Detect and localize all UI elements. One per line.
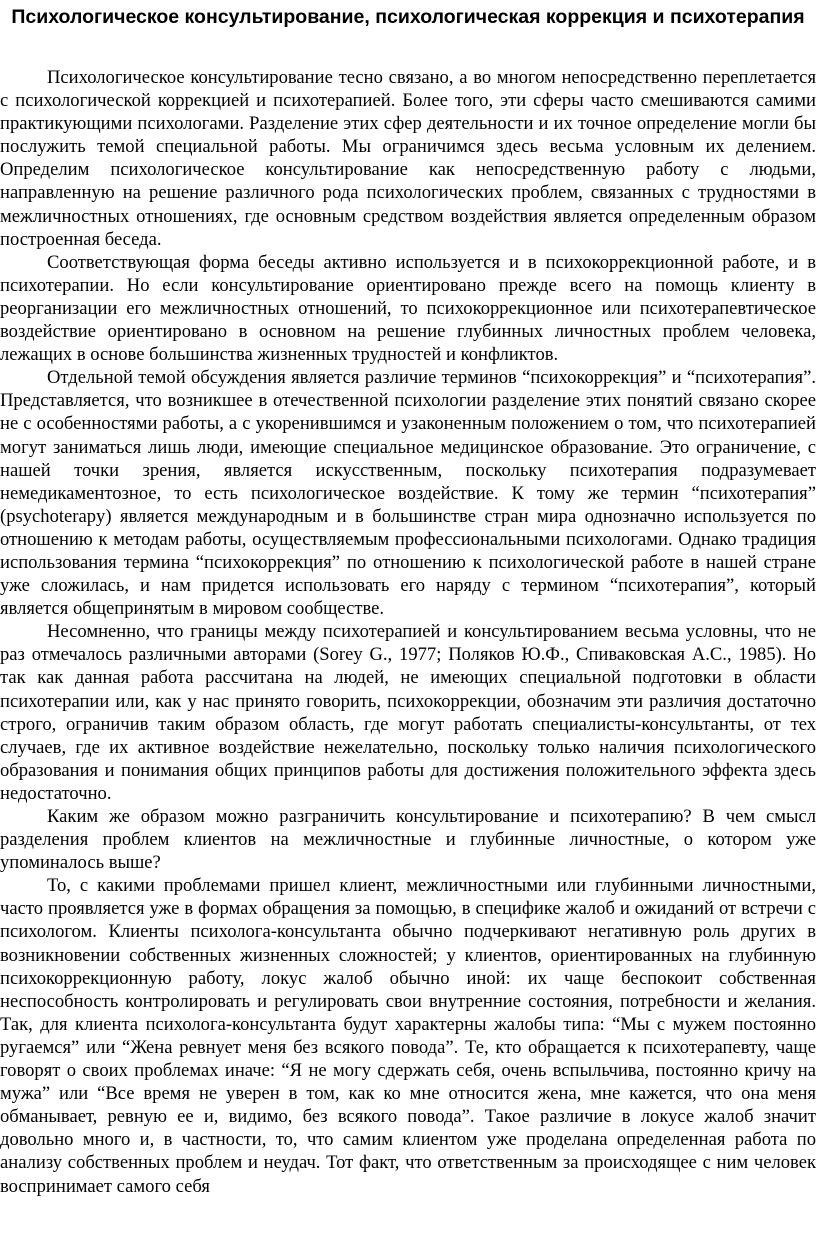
paragraph-1: Психологическое консультирование тесно связано, а во многом непосредственно переплетается с психологической коррекцией и психотерапией. Более того, эти сферы часто смешиваются самими практикующими психологами. Разделение этих сфер деятельности и их точное определение могли бы послужить темой специальной работы. Мы ограничимся здесь весьма условным их делением. Определим психологическое консультирование как непосредственную работу с людьми, направленную на решение различного рода психологических проблем, связанных с трудностями в межличностных отношениях, где основным средством воздействия является определенным образом построенная беседа. xyxy=(0,67,816,250)
paragraph-4: Несомненно, что границы между психотерапией и консультированием весьма условны, что не раз отмечалось различными авторами (Sorey G., 1977; Поляков Ю.Ф., Спиваковская А.С., 1985). Но так как данная работа рассчитана на людей, не имеющих специальной подготовки в области психотерапии или, как у нас принято говорить, психокоррекции, обозначим эти различия достаточно строго, ограничив таким образом область, где могут работать специалисты-консультанты, от тех случаев, где их активное воздействие нежелательно, поскольку только наличия психологического образования и понимания общих принципов работы для достижения положительного эффекта здесь недостаточно. xyxy=(0,621,816,804)
paragraph-3: Отдельной темой обсуждения является различие терминов “психокоррекция” и “психотерапия”. Представляется, что возникшее в отечественной психологии разделение этих понятий связано скорее не с особенностями работы, а с укоренившимся и узаконенным положением о том, что психотерапией могут заниматься лишь люди, имеющие специальное медицинское образование. Это ограничение, с нашей точки зрения, является искусственным, поскольку психотерапия подразумевает немедикаментозное, то есть психологическое воздействие. К тому же термин “психотерапия” (psychoterapy) является международным и в большинстве стран мира однозначно используется по отношению к методам работы, осуществляемым профессиональными психологами. Однако традиция использования термина “психокоррекция” по отношению к психологической работе в нашей стране уже сложилась, и нам придется использовать его наряду с термином “психотерапия”, который является общепринятым в мировом сообществе. xyxy=(0,367,816,620)
paragraph-5: Каким же образом можно разграничить консультирование и психотерапию? В чем смысл разделения проблем клиентов на межличностные и глубинные личностные, о котором уже упоминалось выше? xyxy=(0,806,816,874)
document-body xyxy=(0,66,816,1198)
paragraph-6: То, с какими проблемами пришел клиент, межличностными или глубинными личностными, часто проявляется уже в формах обращения за помощью, в специфике жалоб и ожиданий от встречи с психологом. Клиенты психолога-консультанта обычно подчеркивают негативную роль других в возникновении собственных жизненных сложностей; у клиентов, ориентированных на глубинную психокоррекционную работу, локус жалоб обычно иной: их чаще беспокоит собственная неспособность контролировать и регулировать свои внутренние состояния, потребности и желания. Так, для клиента психолога-консультанта будут характерны жалобы типа: “Мы с мужем постоянно ругаемся” или “Жена ревнует меня без всякого повода”. Те, кто обращается к психотерапевту, чаще говорят о своих проблемах иначе: “Я не могу сдержать себя, очень вспыльчива, постоянно кричу на мужа” или “Все время не уверен в том, как ко мне относится жена, мне кажется, что она меня обманывает, ревную ее и, видимо, без всякого повода”. Такое различие в локусе жалоб значит довольно много и, в частности, то, что самим клиентом уже проделана определенная работа по анализу собственных проблем и неудач. Тот факт, что ответственным за происходящее с ним человек воспринимает самого себя xyxy=(0,875,816,1197)
paragraph-2: Соответствующая форма беседы активно используется и в психокоррекционной работе, и в психотерапии. Но если консультирование ориентировано прежде всего на помощь клиенту в реорганизации его межличностных отношений, то психокоррекционное или психотерапевтическое воздействие ориентировано в основном на решение глубинных личностных проблем человека, лежащих в основе большинства жизненных трудностей и конфликтов. xyxy=(0,251,816,366)
document-title: Психологическое консультирование, психологическая коррекция и психотерапия xyxy=(11,6,805,28)
